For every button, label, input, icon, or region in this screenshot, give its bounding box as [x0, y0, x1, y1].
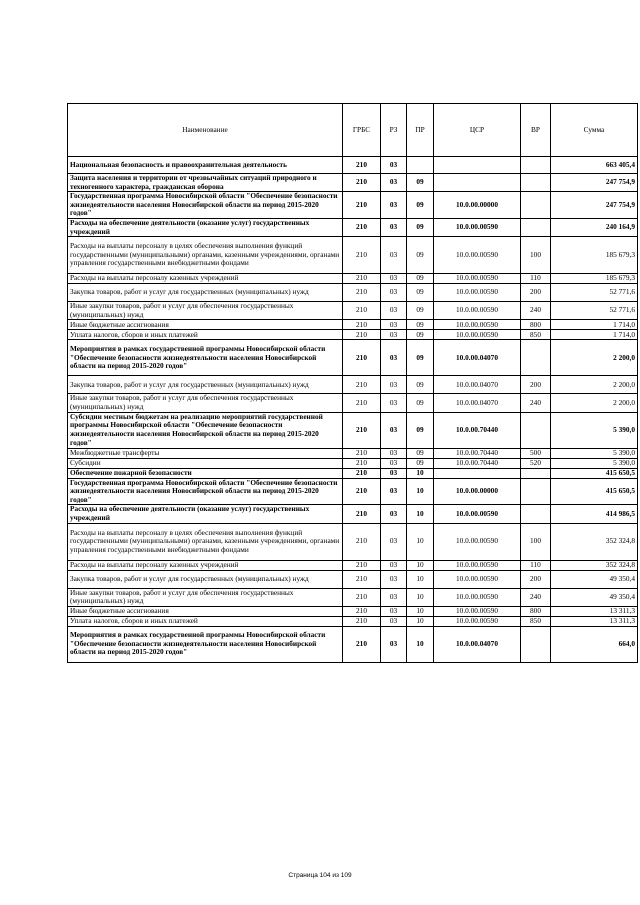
cell-sum: 5 390,0	[551, 412, 638, 448]
cell-rz: 03	[381, 412, 407, 448]
cell-grbs: 210	[343, 570, 381, 588]
table-row	[68, 284, 638, 302]
cell-pr: 10	[407, 523, 434, 560]
header-name: Наименование	[68, 104, 343, 157]
cell-rz: 03	[381, 448, 407, 458]
cell-name: Расходы на выплаты персоналу в целях обеспечения выполнения функций государственными (муниципальными) органами, казенными учреждениями, органами управления государственными внебюджетными фондами	[68, 237, 343, 274]
cell-csr: 10.0.00.00590	[434, 320, 521, 330]
table-row	[68, 174, 638, 192]
cell-rz: 03	[381, 505, 407, 523]
cell-sum: 663 405,4	[551, 157, 638, 174]
cell-name: Иные закупки товаров, работ и услуг для обеспечения государственных (муниципальных) нужд	[68, 302, 343, 320]
cell-sum: 2 200,0	[551, 394, 638, 412]
cell-grbs: 210	[343, 523, 381, 560]
cell-grbs: 210	[343, 174, 381, 192]
cell-csr: 10.0.00.00000	[434, 192, 521, 219]
cell-csr: 10.0.00.00590	[434, 274, 521, 284]
header-pr: ПР	[407, 104, 434, 157]
cell-grbs: 210	[343, 376, 381, 394]
table-row	[68, 218, 638, 236]
budget-table	[67, 103, 638, 663]
cell-sum: 13 311,3	[551, 606, 638, 616]
table-row	[68, 478, 638, 505]
cell-rz: 03	[381, 523, 407, 560]
cell-vr: 240	[521, 302, 551, 320]
cell-sum: 185 679,3	[551, 237, 638, 274]
table-row	[68, 237, 638, 274]
cell-sum: 1 714,0	[551, 320, 638, 330]
cell-pr: 10	[407, 616, 434, 626]
cell-csr: 10.0.00.04070	[434, 376, 521, 394]
cell-grbs: 210	[343, 192, 381, 219]
cell-sum: 185 679,3	[551, 274, 638, 284]
cell-sum: 247 754,9	[551, 174, 638, 192]
header-rz: РЗ	[381, 104, 407, 157]
cell-sum: 52 771,6	[551, 302, 638, 320]
cell-vr	[521, 340, 551, 376]
table-row	[68, 626, 638, 662]
cell-rz: 03	[381, 340, 407, 376]
cell-csr: 10.0.00.00590	[434, 523, 521, 560]
table-row	[68, 523, 638, 560]
table-row	[68, 570, 638, 588]
cell-pr: 09	[407, 174, 434, 192]
cell-csr: 10.0.00.04070	[434, 340, 521, 376]
cell-name: Уплата налогов, сборов и иных платежей	[68, 330, 343, 340]
cell-pr	[407, 157, 434, 174]
cell-pr: 09	[407, 394, 434, 412]
cell-csr: 10.0.00.00590	[434, 505, 521, 523]
cell-name: Защита населения и территории от чрезвычайных ситуаций природного и техногенного характера, гражданская оборона	[68, 174, 343, 192]
cell-name: Межбюджетные трансферты	[68, 448, 343, 458]
cell-rz: 03	[381, 174, 407, 192]
cell-vr: 800	[521, 606, 551, 616]
cell-sum: 240 164,9	[551, 218, 638, 236]
table-row	[68, 588, 638, 606]
cell-sum: 2 200,0	[551, 340, 638, 376]
cell-sum: 414 986,5	[551, 505, 638, 523]
cell-pr: 09	[407, 284, 434, 302]
cell-csr: 10.0.00.70440	[434, 412, 521, 448]
cell-csr: 10.0.00.00590	[434, 616, 521, 626]
cell-vr: 110	[521, 274, 551, 284]
cell-vr: 800	[521, 320, 551, 330]
cell-pr: 10	[407, 478, 434, 505]
cell-name: Обеспечение пожарной безопасности	[68, 468, 343, 478]
header-sum: Сумма	[551, 104, 638, 157]
cell-grbs: 210	[343, 302, 381, 320]
cell-grbs: 210	[343, 157, 381, 174]
cell-grbs: 210	[343, 330, 381, 340]
cell-grbs: 210	[343, 606, 381, 616]
cell-name: Иные закупки товаров, работ и услуг для обеспечения государственных (муниципальных) нужд	[68, 394, 343, 412]
cell-csr: 10.0.00.04070	[434, 394, 521, 412]
cell-csr: 10.0.00.00590	[434, 302, 521, 320]
cell-pr: 09	[407, 320, 434, 330]
cell-pr: 10	[407, 560, 434, 570]
cell-pr: 10	[407, 626, 434, 662]
cell-rz: 03	[381, 237, 407, 274]
cell-pr: 09	[407, 376, 434, 394]
cell-pr: 10	[407, 606, 434, 616]
cell-vr	[521, 192, 551, 219]
cell-vr: 850	[521, 330, 551, 340]
cell-name: Иные бюджетные ассигнования	[68, 320, 343, 330]
cell-vr: 200	[521, 570, 551, 588]
cell-pr: 10	[407, 505, 434, 523]
cell-vr	[521, 626, 551, 662]
cell-name: Расходы на обеспечение деятельности (оказание услуг) государственных учреждений	[68, 505, 343, 523]
cell-rz: 03	[381, 274, 407, 284]
cell-grbs: 210	[343, 394, 381, 412]
cell-grbs: 210	[343, 284, 381, 302]
cell-pr: 09	[407, 274, 434, 284]
cell-rz: 03	[381, 626, 407, 662]
cell-name: Национальная безопасность и правоохранительная деятельность	[68, 157, 343, 174]
cell-vr	[521, 478, 551, 505]
cell-vr: 100	[521, 237, 551, 274]
cell-rz: 03	[381, 588, 407, 606]
cell-csr: 10.0.00.00590	[434, 606, 521, 616]
cell-csr: 10.0.00.00590	[434, 570, 521, 588]
cell-vr	[521, 468, 551, 478]
cell-name: Расходы на обеспечение деятельности (оказание услуг) государственных учреждений	[68, 218, 343, 236]
cell-vr: 500	[521, 448, 551, 458]
cell-grbs: 210	[343, 626, 381, 662]
table-row	[68, 376, 638, 394]
cell-grbs: 210	[343, 340, 381, 376]
cell-rz: 03	[381, 606, 407, 616]
cell-rz: 03	[381, 284, 407, 302]
header-vr: ВР	[521, 104, 551, 157]
table-row	[68, 302, 638, 320]
cell-pr: 09	[407, 192, 434, 219]
cell-csr: 10.0.00.00590	[434, 588, 521, 606]
page-number-footer: Страница 104 из 109	[288, 872, 352, 879]
cell-name: Закупка товаров, работ и услуг для государственных (муниципальных) нужд	[68, 570, 343, 588]
cell-name: Закупка товаров, работ и услуг для государственных (муниципальных) нужд	[68, 376, 343, 394]
cell-vr	[521, 157, 551, 174]
cell-vr: 240	[521, 588, 551, 606]
cell-grbs: 210	[343, 218, 381, 236]
cell-rz: 03	[381, 320, 407, 330]
cell-name: Субсидии	[68, 458, 343, 468]
cell-pr: 09	[407, 330, 434, 340]
cell-rz: 03	[381, 302, 407, 320]
cell-rz: 03	[381, 218, 407, 236]
cell-name: Субсидии местным бюджетам на реализацию мероприятий государственной программы Новосибирской области "Обеспечение безопасности жизнедеятельности населения Новосибирской области на период 2015-2020 годов"	[68, 412, 343, 448]
cell-name: Закупка товаров, работ и услуг для государственных (муниципальных) нужд	[68, 284, 343, 302]
table-row	[68, 330, 638, 340]
table-row	[68, 606, 638, 616]
cell-rz: 03	[381, 468, 407, 478]
cell-rz: 03	[381, 616, 407, 626]
cell-csr: 10.0.00.00590	[434, 560, 521, 570]
cell-grbs: 210	[343, 505, 381, 523]
cell-name: Уплата налогов, сборов и иных платежей	[68, 616, 343, 626]
cell-sum: 49 350,4	[551, 588, 638, 606]
table-row	[68, 157, 638, 174]
cell-csr: 10.0.00.00590	[434, 330, 521, 340]
table-row	[68, 616, 638, 626]
cell-rz: 03	[381, 570, 407, 588]
cell-rz: 03	[381, 478, 407, 505]
cell-pr: 09	[407, 237, 434, 274]
cell-grbs: 210	[343, 458, 381, 468]
table-row	[68, 192, 638, 219]
cell-sum: 352 324,8	[551, 560, 638, 570]
cell-sum: 247 754,9	[551, 192, 638, 219]
cell-rz: 03	[381, 192, 407, 219]
header-grbs: ГРБС	[343, 104, 381, 157]
table-row	[68, 560, 638, 570]
cell-csr: 10.0.00.70440	[434, 448, 521, 458]
cell-name: Мероприятия в рамках государственной программы Новосибирской области "Обеспечение безопасности жизнедеятельности населения Новосибирской области на период 2015-2020 годов"	[68, 626, 343, 662]
cell-sum: 49 350,4	[551, 570, 638, 588]
cell-rz: 03	[381, 157, 407, 174]
cell-pr: 10	[407, 570, 434, 588]
cell-name: Государственная программа Новосибирской области "Обеспечение безопасности жизнедеятельности населения Новосибирской области на период 2015-2020 годов"	[68, 478, 343, 505]
cell-sum: 5 390,0	[551, 448, 638, 458]
cell-vr	[521, 505, 551, 523]
cell-sum: 352 324,8	[551, 523, 638, 560]
cell-vr: 240	[521, 394, 551, 412]
cell-rz: 03	[381, 394, 407, 412]
cell-vr: 200	[521, 284, 551, 302]
cell-rz: 03	[381, 330, 407, 340]
cell-pr: 09	[407, 218, 434, 236]
cell-grbs: 210	[343, 588, 381, 606]
cell-name: Мероприятия в рамках государственной программы Новосибирской области "Обеспечение безопасности жизнедеятельности населения Новосибирской области на период 2015-2020 годов"	[68, 340, 343, 376]
cell-grbs: 210	[343, 448, 381, 458]
table-row	[68, 505, 638, 523]
cell-csr: 10.0.00.00590	[434, 284, 521, 302]
cell-csr	[434, 174, 521, 192]
cell-grbs: 210	[343, 468, 381, 478]
cell-sum: 415 650,5	[551, 468, 638, 478]
table-row	[68, 468, 638, 478]
cell-vr: 200	[521, 376, 551, 394]
cell-vr: 110	[521, 560, 551, 570]
cell-grbs: 210	[343, 560, 381, 570]
cell-csr: 10.0.00.00590	[434, 237, 521, 274]
table-row	[68, 412, 638, 448]
cell-sum: 415 650,5	[551, 478, 638, 505]
cell-name: Иные бюджетные ассигнования	[68, 606, 343, 616]
cell-vr	[521, 412, 551, 448]
cell-csr	[434, 157, 521, 174]
table-row	[68, 274, 638, 284]
cell-name: Расходы на выплаты персоналу казенных учреждений	[68, 560, 343, 570]
cell-csr: 10.0.00.00000	[434, 478, 521, 505]
cell-grbs: 210	[343, 320, 381, 330]
table-row	[68, 394, 638, 412]
cell-name: Расходы на выплаты персоналу в целях обеспечения выполнения функций государственными (муниципальными) органами, казенными учреждениями, органами управления государственными внебюджетными фондами	[68, 523, 343, 560]
cell-vr: 520	[521, 458, 551, 468]
cell-sum: 1 714,0	[551, 330, 638, 340]
cell-name: Иные закупки товаров, работ и услуг для обеспечения государственных (муниципальных) нужд	[68, 588, 343, 606]
cell-vr	[521, 174, 551, 192]
cell-name: Расходы на выплаты персоналу казенных учреждений	[68, 274, 343, 284]
cell-pr: 10	[407, 468, 434, 478]
cell-csr	[434, 468, 521, 478]
cell-sum: 664,0	[551, 626, 638, 662]
table-row	[68, 458, 638, 468]
header-csr: ЦСР	[434, 104, 521, 157]
cell-grbs: 210	[343, 237, 381, 274]
cell-grbs: 210	[343, 478, 381, 505]
cell-vr: 100	[521, 523, 551, 560]
cell-pr: 09	[407, 458, 434, 468]
cell-sum: 13 311,3	[551, 616, 638, 626]
table-row	[68, 320, 638, 330]
cell-csr: 10.0.00.70440	[434, 458, 521, 468]
cell-grbs: 210	[343, 274, 381, 284]
cell-pr: 09	[407, 340, 434, 376]
cell-name: Государственная программа Новосибирской области "Обеспечение безопасности жизнедеятельности населения Новосибирской области на период 2015-2020 годов"	[68, 192, 343, 219]
table-row	[68, 448, 638, 458]
cell-rz: 03	[381, 458, 407, 468]
cell-pr: 09	[407, 412, 434, 448]
cell-sum: 52 771,6	[551, 284, 638, 302]
cell-pr: 09	[407, 448, 434, 458]
cell-pr: 09	[407, 302, 434, 320]
cell-sum: 5 390,0	[551, 458, 638, 468]
cell-vr: 850	[521, 616, 551, 626]
cell-csr: 10.0.00.04070	[434, 626, 521, 662]
cell-grbs: 210	[343, 616, 381, 626]
table-body	[68, 157, 638, 663]
cell-grbs: 210	[343, 412, 381, 448]
cell-sum: 2 200,0	[551, 376, 638, 394]
cell-rz: 03	[381, 560, 407, 570]
cell-rz: 03	[381, 376, 407, 394]
table-row	[68, 340, 638, 376]
cell-vr	[521, 218, 551, 236]
cell-csr: 10.0.00.00590	[434, 218, 521, 236]
table-header-row	[68, 104, 638, 157]
cell-pr: 10	[407, 588, 434, 606]
